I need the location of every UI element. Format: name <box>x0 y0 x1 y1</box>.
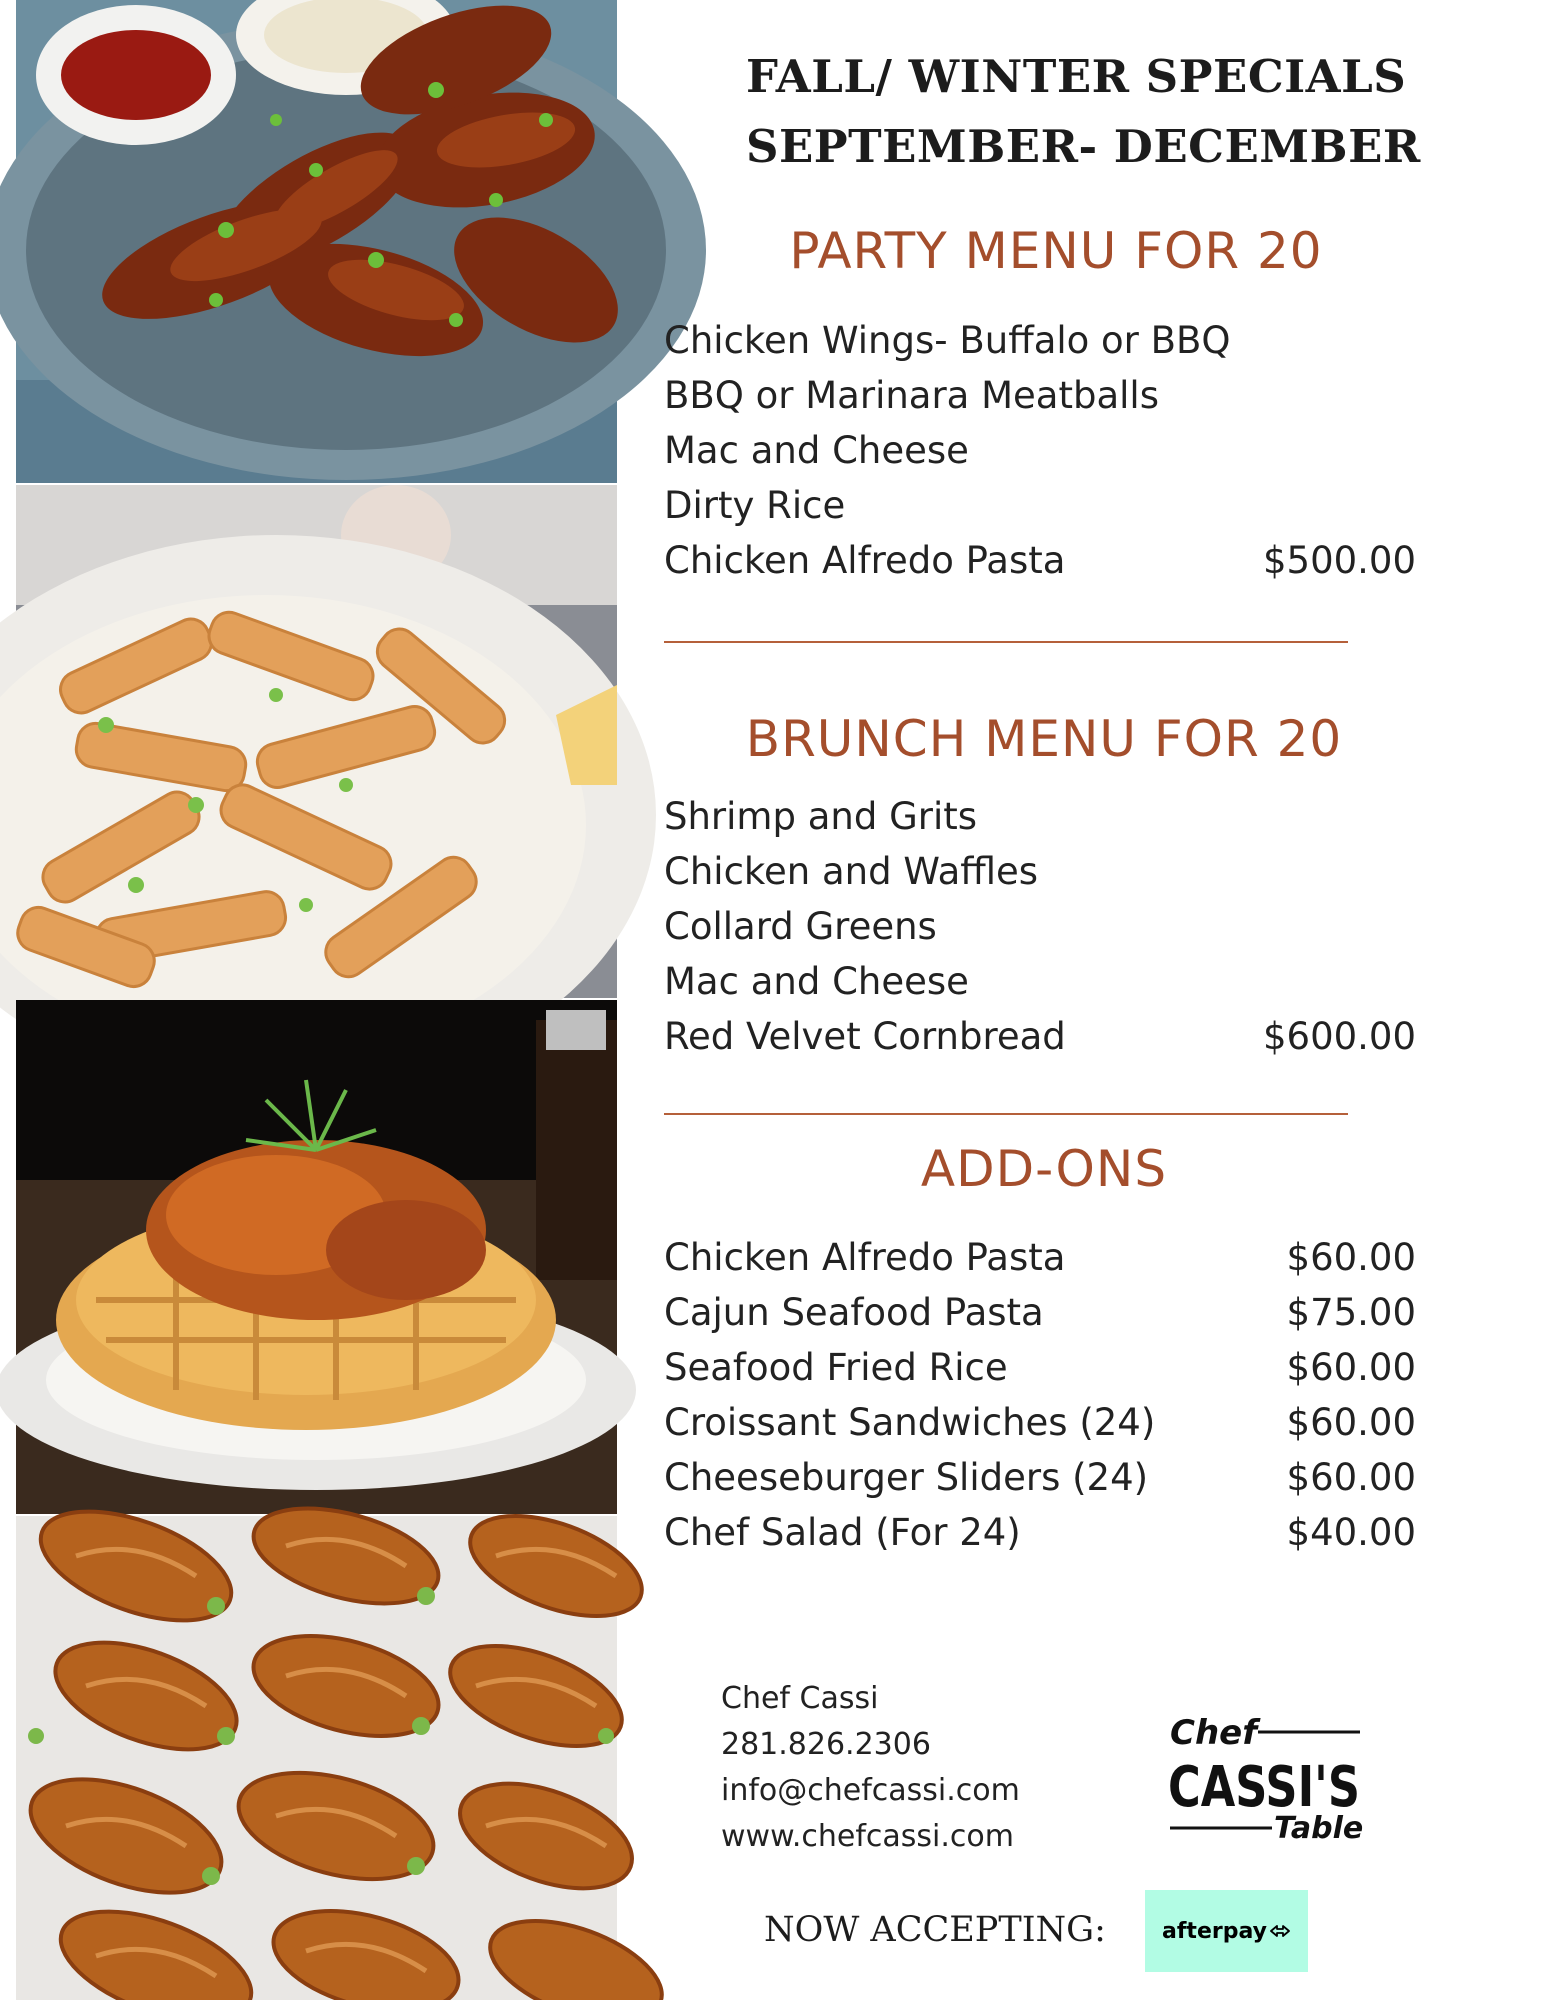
item-name: Chicken Wings- Buffalo or BBQ <box>664 319 1231 362</box>
addons-list <box>664 1230 1416 1560</box>
chicken-and-waffles-photo <box>16 1000 617 1514</box>
contact-email[interactable]: info@chefcassi.com <box>721 1773 1020 1808</box>
contact-name: Chef Cassi <box>721 1681 879 1716</box>
afterpay-wordmark: afterpay <box>1162 1918 1267 1944</box>
section-divider <box>664 641 1348 643</box>
list-item <box>664 844 1416 899</box>
item-price: $60.00 <box>1286 1456 1416 1499</box>
item-name: Seafood Fried Rice <box>664 1346 1008 1389</box>
list-item <box>664 1395 1416 1450</box>
logo-line-2: CASSI'S <box>1168 1755 1360 1820</box>
item-price: $40.00 <box>1286 1511 1416 1554</box>
item-price: $600.00 <box>1262 1015 1416 1058</box>
list-item <box>664 1285 1416 1340</box>
afterpay-arrows-icon <box>1269 1924 1291 1938</box>
contact-website[interactable]: www.chefcassi.com <box>721 1819 1014 1854</box>
list-item <box>664 478 1416 533</box>
title-line-1: FALL/ WINTER SPECIALS <box>746 50 1407 103</box>
item-name: Dirty Rice <box>664 484 846 527</box>
item-price: $60.00 <box>1286 1401 1416 1444</box>
list-item <box>664 954 1416 1009</box>
contact-info <box>721 1676 1020 1860</box>
item-name: Croissant Sandwiches (24) <box>664 1401 1156 1444</box>
item-name: Shrimp and Grits <box>664 795 978 838</box>
item-name: Chicken Alfredo Pasta <box>664 539 1066 582</box>
list-item <box>664 368 1416 423</box>
item-price: $60.00 <box>1286 1236 1416 1279</box>
chef-cassis-table-logo <box>1164 1700 1364 1850</box>
list-item <box>664 313 1416 368</box>
contact-phone[interactable]: 281.826.2306 <box>721 1727 931 1762</box>
item-name: Cajun Seafood Pasta <box>664 1291 1044 1334</box>
item-name: Chicken and Waffles <box>664 850 1039 893</box>
item-name: Cheeseburger Sliders (24) <box>664 1456 1149 1499</box>
addons-heading: ADD-ONS <box>920 1140 1168 1198</box>
list-item <box>664 1505 1416 1560</box>
item-name: Collard Greens <box>664 905 937 948</box>
list-item <box>664 899 1416 954</box>
logo-line-3: Table <box>1274 1811 1364 1846</box>
list-item <box>664 789 1416 844</box>
menu-content <box>664 0 1504 2000</box>
party-menu-heading: PARTY MENU FOR 20 <box>789 222 1323 280</box>
now-accepting-label: NOW ACCEPTING: <box>764 1910 1106 1950</box>
list-item <box>664 1450 1416 1505</box>
section-divider <box>664 1113 1348 1115</box>
brunch-menu-heading: BRUNCH MENU FOR 20 <box>745 710 1343 768</box>
title-line-2: SEPTEMBER- DECEMBER <box>746 120 1421 173</box>
item-name: Mac and Cheese <box>664 429 969 472</box>
list-item <box>664 533 1416 588</box>
item-price: $60.00 <box>1286 1346 1416 1389</box>
party-menu-list <box>664 313 1416 588</box>
item-name: Red Velvet Cornbread <box>664 1015 1066 1058</box>
brunch-menu-list <box>664 789 1416 1064</box>
item-name: BBQ or Marinara Meatballs <box>664 374 1159 417</box>
item-price: $75.00 <box>1286 1291 1416 1334</box>
list-item <box>664 1230 1416 1285</box>
item-price: $500.00 <box>1262 539 1416 582</box>
list-item <box>664 423 1416 478</box>
list-item <box>664 1009 1416 1064</box>
chicken-wings-photo <box>16 0 617 483</box>
photo-column <box>16 0 617 2000</box>
item-name: Mac and Cheese <box>664 960 969 1003</box>
list-item <box>664 1340 1416 1395</box>
logo-line-1: Chef <box>1170 1713 1258 1753</box>
croissant-sandwiches-photo <box>16 1516 617 2000</box>
penne-pasta-photo <box>16 485 617 998</box>
page-title <box>746 42 1446 182</box>
item-name: Chicken Alfredo Pasta <box>664 1236 1066 1279</box>
afterpay-badge <box>1145 1890 1308 1972</box>
item-name: Chef Salad (For 24) <box>664 1511 1021 1554</box>
